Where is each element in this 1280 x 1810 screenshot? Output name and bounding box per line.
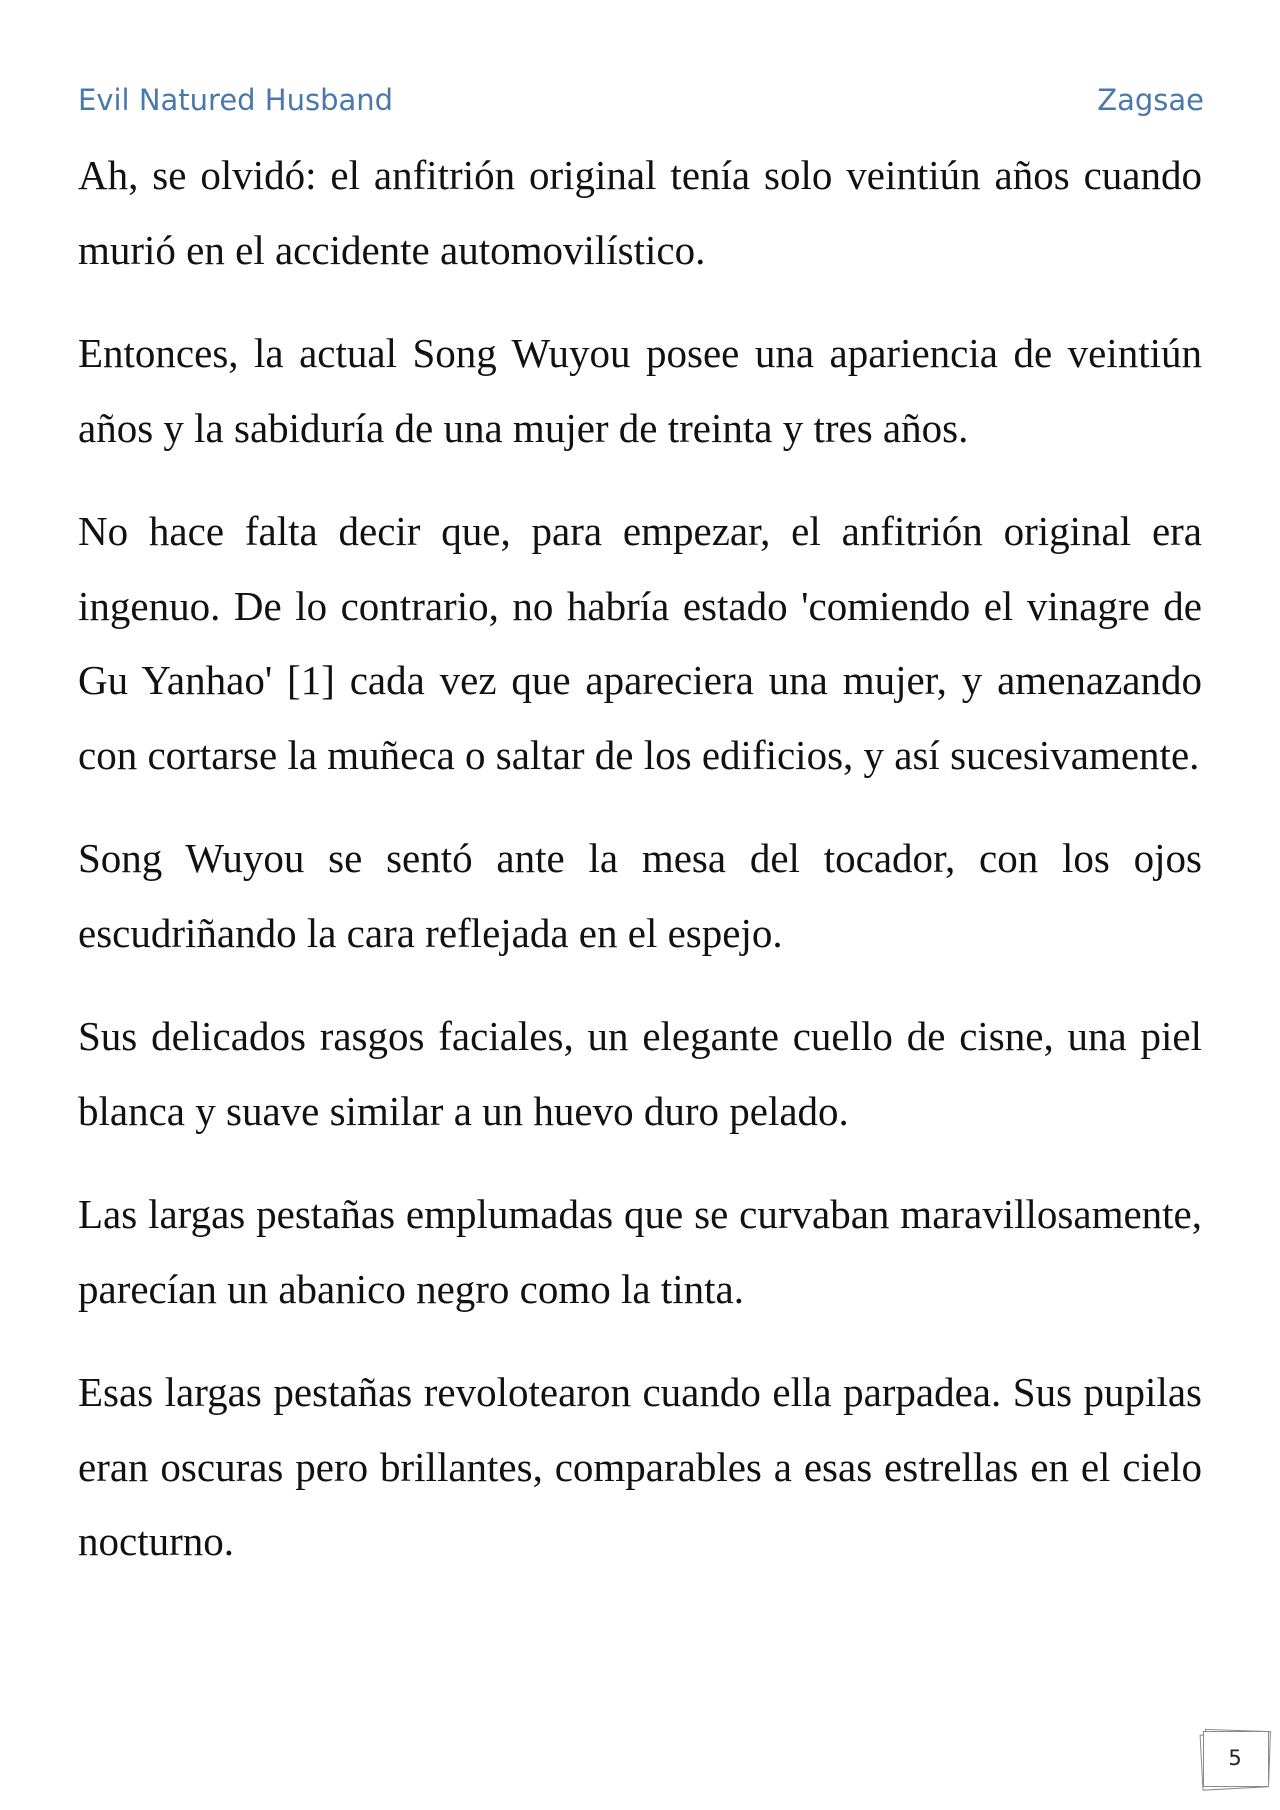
header-book-title: Evil Natured Husband (78, 83, 394, 117)
page-number: 5 (1228, 1746, 1242, 1770)
paragraph: Las largas pestañas emplumadas que se curvaban maravillosamente, parecían un abanico negro como la tinta. (78, 1191, 1202, 1312)
paragraph: Esas largas pestañas revolotearon cuando ella parpadea. Sus pupilas eran oscuras pero brillantes, comparables a esas estrellas en el cielo nocturno. (78, 1369, 1202, 1564)
page-header (78, 80, 1204, 120)
paragraph: Ah, se olvidó: el anfitrión original tenía solo veintiún años cuando murió en el accidente automovilístico. (78, 152, 1202, 273)
paragraph: No hace falta decir que, para empezar, el anfitrión original era ingenuo. De lo contrario, no habría estado 'comiendo el vinagre de Gu Yanhao' [1] cada vez que apareciera una mujer, y amenazando con cortarse la muñeca o saltar de los edificios, y así sucesivamente. (78, 508, 1202, 778)
paragraph: Song Wuyou se sentó ante la mesa del tocador, con los ojos escudriñando la cara reflejada en el espejo. (78, 835, 1202, 956)
page-body (78, 138, 1202, 1608)
paragraph: Entonces, la actual Song Wuyou posee una apariencia de veintiún años y la sabiduría de una mujer de treinta y tres años. (78, 330, 1202, 451)
paragraph: Sus delicados rasgos faciales, un elegante cuello de cisne, una piel blanca y suave similar a un huevo duro pelado. (78, 1013, 1202, 1134)
header-author: Zagsae (1097, 83, 1204, 117)
page-number-badge (1199, 1727, 1271, 1791)
